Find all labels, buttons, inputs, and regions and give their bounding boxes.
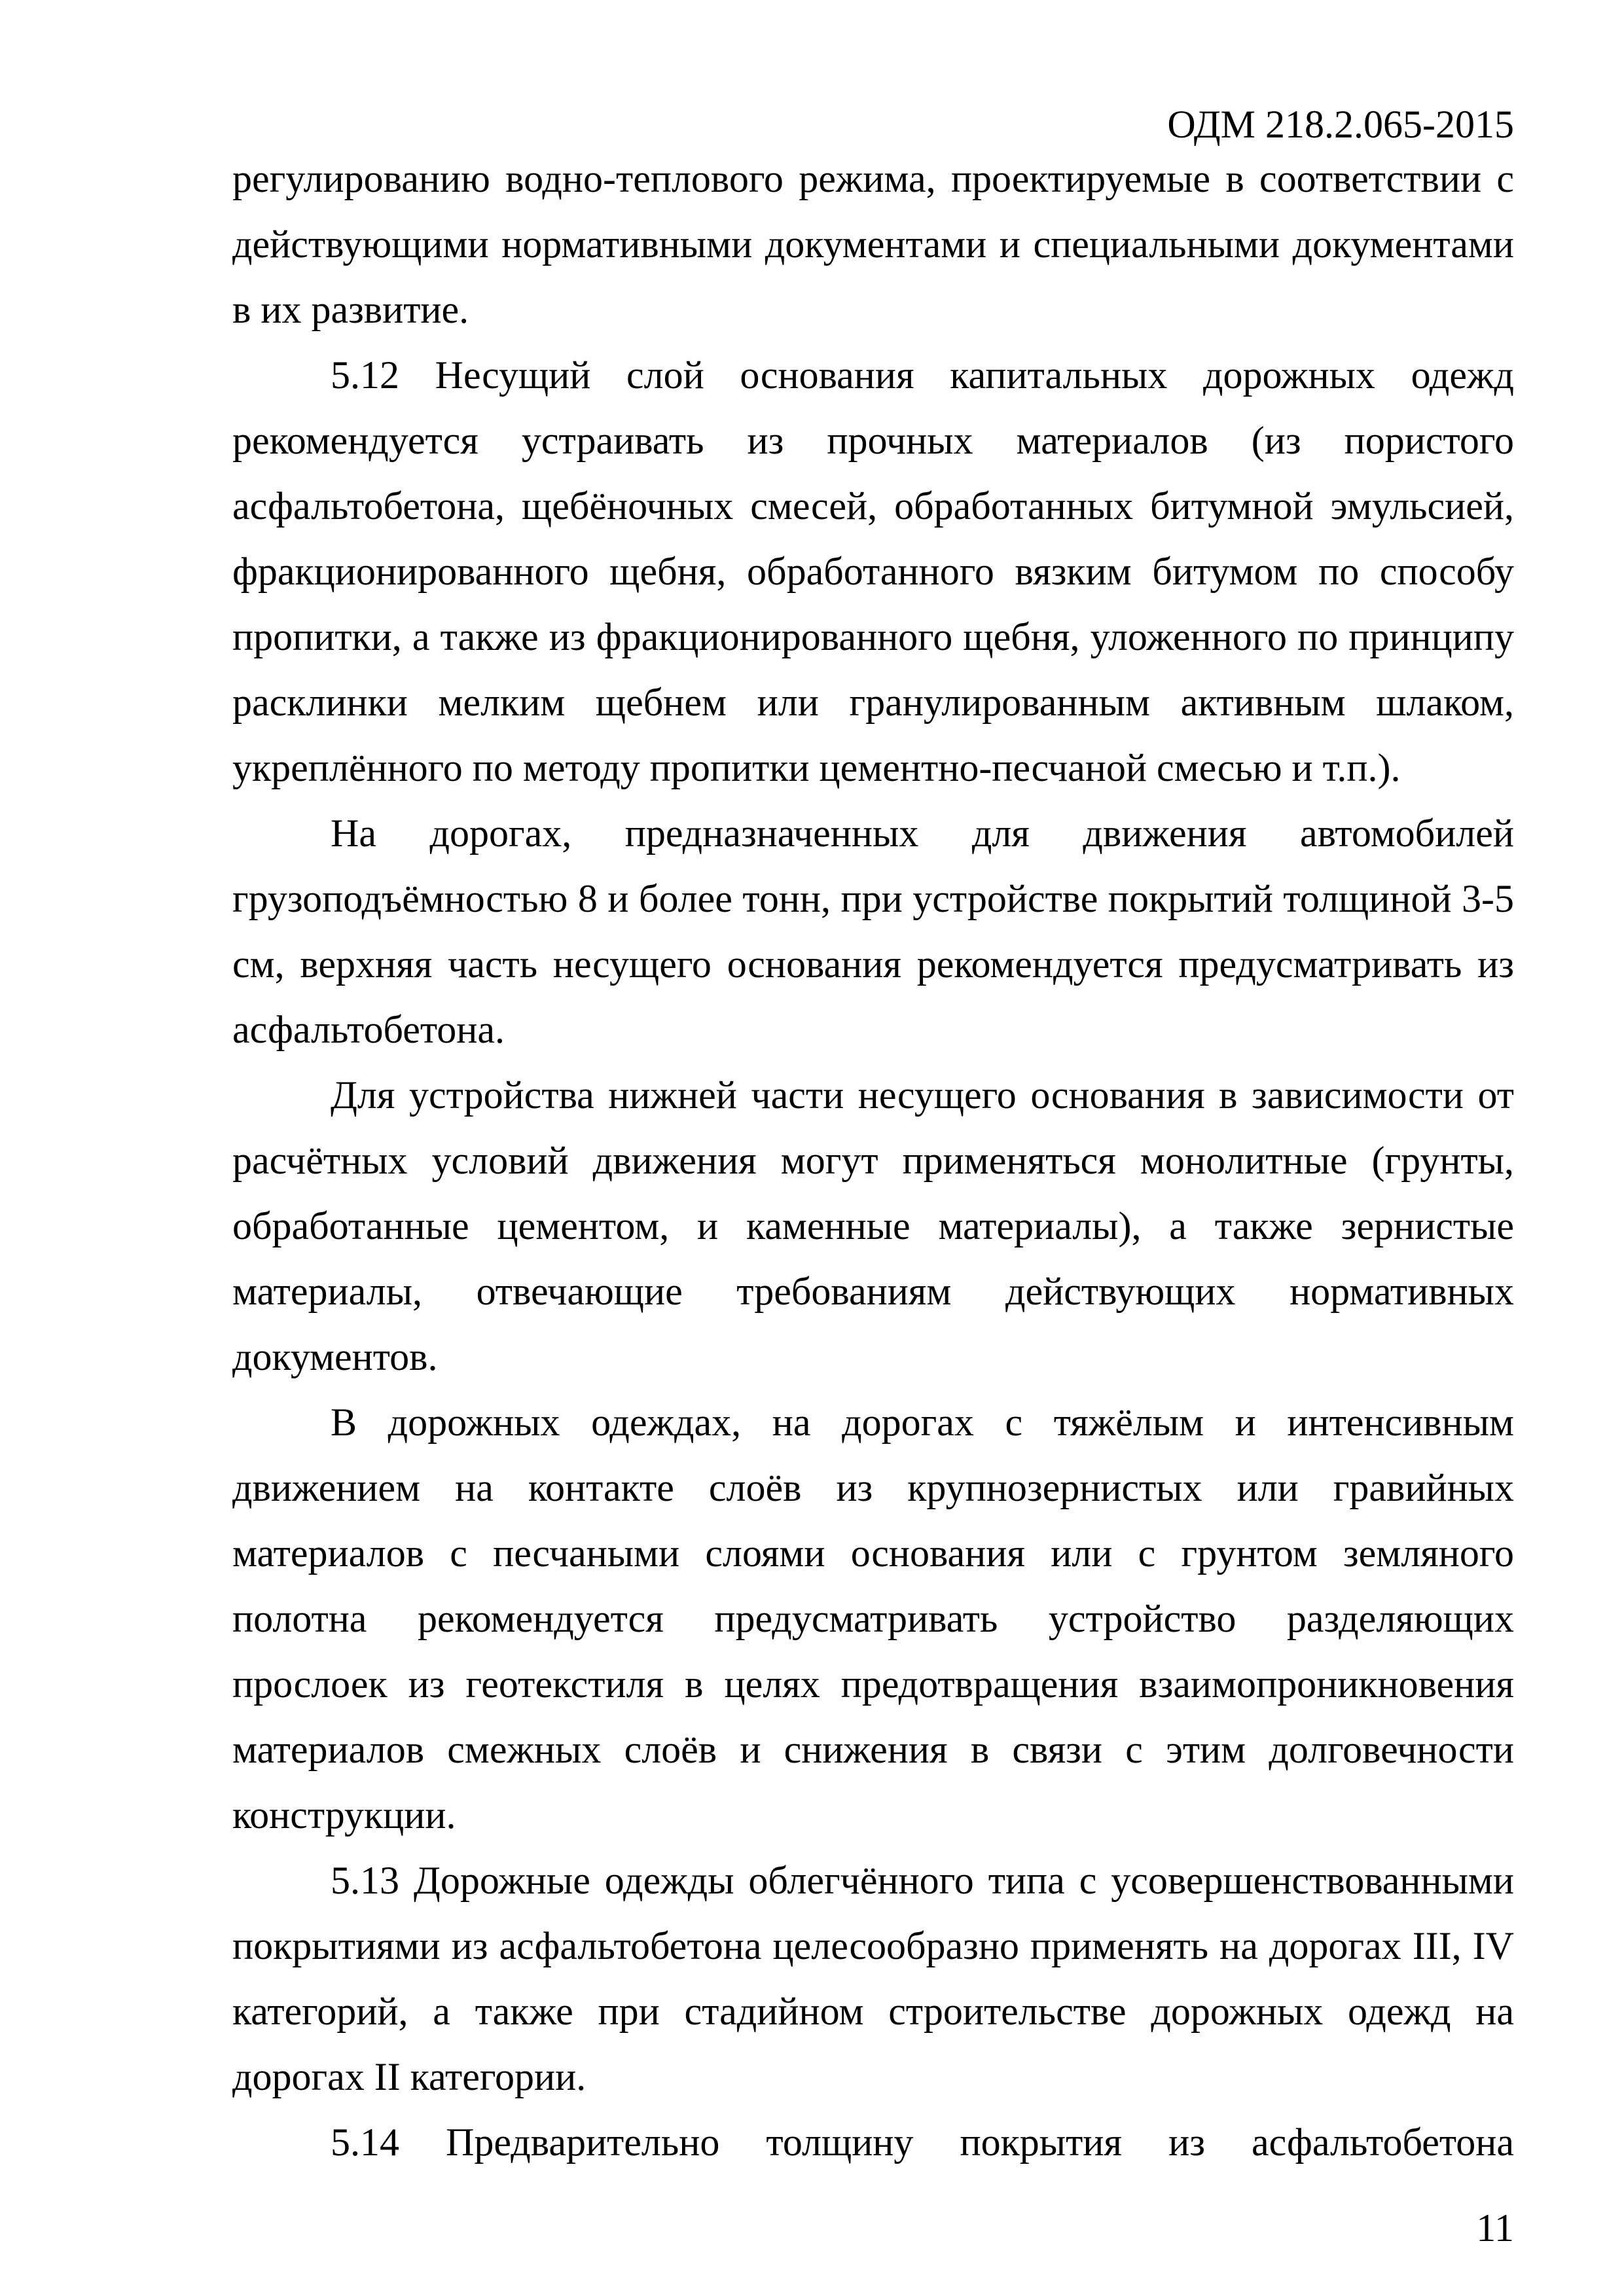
paragraph-5-13: 5.13 Дорожные одежды облегчённого типа с усовершенствованными покрытиями из асфальтобетона целесообразно применять на дорогах III, IV категорий, а также при стадийном строительстве дорожных одежд на дорогах II категории. [232,1859,1514,2098]
paragraph-5-14: 5.14 Предварительно толщину покрытия из асфальтобетона [331,2121,1514,2164]
paragraph-lower-base: Для устройства нижней части несущего основания в зависимости от расчётных условий движения могут применяться монолитные (грунты, обработанные цементом, и каменные материалы), а также зернистые материалы, отвечающие требованиям действующих нормативных документов. [232,1073,1514,1378]
paragraph-heavy-traffic-roads: На дорогах, предназначенных для движения автомобилей грузоподъёмностью 8 и более тонн, при устройстве покрытий толщиной 3-5 см, верхняя часть несущего основания рекомендуется предусматривать из асфальтобетона. [232,812,1514,1051]
paragraph-5-12: 5.12 Несущий слой основания капитальных дорожных одежд рекомендуется устраивать из прочных материалов (из пористого асфальтобетона, щебёночных смесей, обработанных битумной эмульсией, фракционированного щебня, обработанного вязким битумом по способу пропитки, а также из фракционированного щебня, уложенного по принципу расклинки мелким щебнем или гранулированным активным шлаком, укреплённого по методу пропитки цементно-песчаной смесью и т.п.). [232,353,1514,789]
paragraph-continuation: регулированию водно-теплового режима, проектируемые в соответствии с действующими нормативными документами и специальными документами в их развитие. [232,157,1514,331]
paragraph-geotextile: В дорожных одеждах, на дорогах с тяжёлым и интенсивным движением на контакте слоёв из крупнозернистых или гравийных материалов с песчаными слоями основания или с грунтом земляного полотна рекомендуется предусматривать устройство разделяющих прослоек из геотекстиля в целях предотвращения взаимопроникновения материалов смежных слоёв и снижения в связи с этим долговечности конструкции. [232,1401,1514,1837]
page-body [232,146,1514,2175]
page-number: 11 [1476,2206,1514,2250]
document-code-header: ОДМ 218.2.065-2015 [1167,103,1514,146]
